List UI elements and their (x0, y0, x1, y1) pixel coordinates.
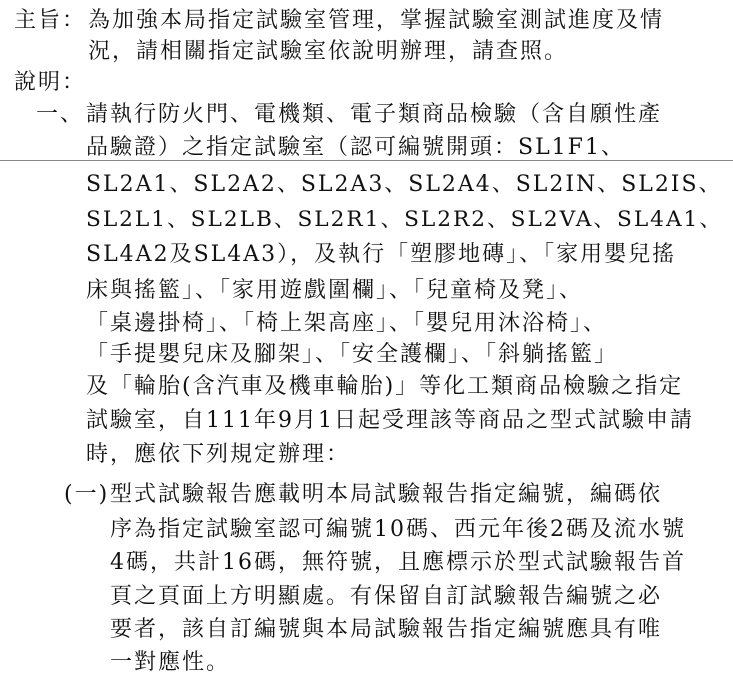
item-1-line: 「手提嬰兒床及腳架」、「安全護欄」、「斜躺搖籃」 (86, 342, 619, 367)
sub-item-1-line: 序為指定試驗室認可編號10碼、西元年後2碼及流水號 (110, 517, 686, 542)
item-1-line: 請執行防火門、電機類、電子類商品檢驗（含自願性產 (86, 102, 663, 127)
item-1-line: 試驗室，自111年9月1日起受理該等商品之型式試驗申請 (86, 408, 694, 433)
sub-item-1-line: 4碼，共計16碼，無符號，且應標示於型式試驗報告首 (110, 550, 686, 575)
sub-item-1-line: 頁之頁面上方明顯處。有保留自訂試驗報告編號之必 (110, 584, 663, 609)
subject-label: 主旨： (14, 8, 87, 33)
item-1-line: SL2A1、SL2A2、SL2A3、SL2A4、SL2IN、SL2IS、 (86, 172, 723, 197)
item-1-line: SL2L1、SL2LB、SL2R1、SL2R2、SL2VA、SL4A1、 (86, 207, 723, 232)
item-1-line: 及「輪胎(含汽車及機車輪胎)」等化工類商品檢驗之指定 (86, 374, 684, 399)
item-1-line: 「桌邊掛椅」、「椅上架高座」、「嬰兒用沐浴椅」、 (86, 311, 608, 336)
sub-item-1-line: 型式試驗報告應載明本局試驗報告指定編號，編碼依 (110, 482, 663, 507)
item-1-marker: 一、 (36, 102, 85, 127)
item-1-line: 床與搖籃」、「家用遊戲圍欄」、「兒童椅及凳」、 (86, 278, 584, 303)
sub-item-1-marker: (一) (64, 482, 110, 507)
subject-line: 為加強本局指定試驗室管理，掌握試驗室測試進度及情 (88, 8, 665, 33)
item-1-line: 時，應依下列規定辦理： (86, 442, 351, 467)
item-1-line: SL4A2及SL4A3），及執行「塑膠地磚」、「家用嬰兒搖 (86, 242, 677, 267)
subject-line: 況，請相關指定試驗室依說明辦理，請查照。 (88, 39, 569, 64)
sub-item-1-line: 要者，該自訂編號與本局試驗報告指定編號應具有唯 (110, 617, 663, 642)
item-1-line: 品驗證）之指定試驗室（認可編號開頭：SL1F1、 (86, 135, 625, 160)
sub-item-1-line: 一對應性。 (110, 650, 231, 675)
explanation-label: 說明： (14, 70, 87, 95)
